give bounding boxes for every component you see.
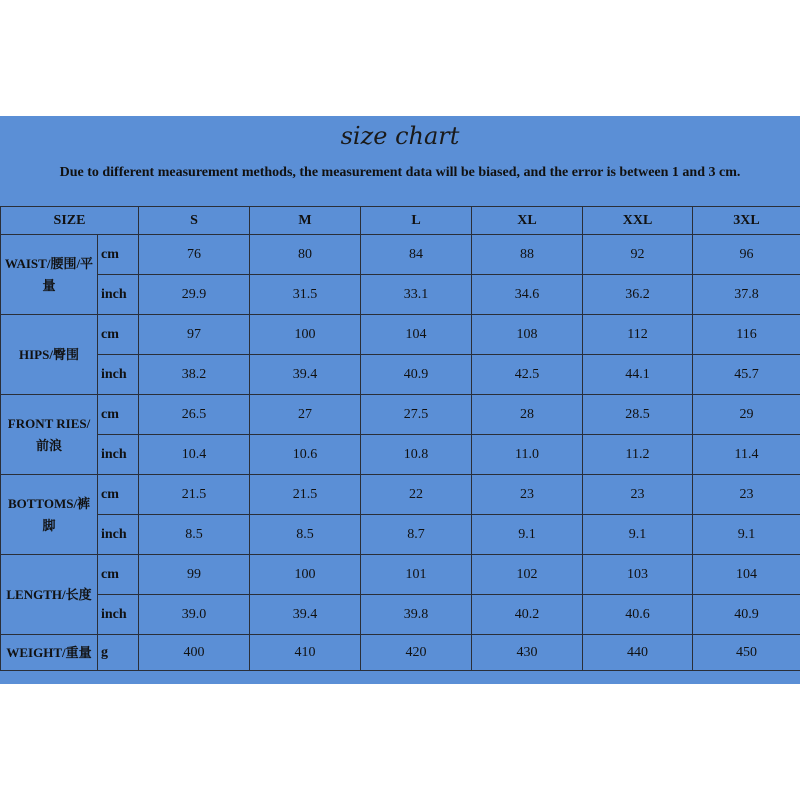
value-cell: 8.5 — [139, 515, 250, 555]
value-cell: 400 — [139, 635, 250, 671]
size-chart-panel — [0, 116, 800, 684]
measurement-name: WAIST/腰围/平量 — [1, 235, 98, 315]
unit-cell: inch — [98, 355, 139, 395]
header-row — [1, 207, 800, 235]
value-cell: 26.5 — [139, 395, 250, 435]
value-cell: 8.5 — [250, 515, 361, 555]
size-column-header: XXL — [583, 207, 693, 235]
measurement-row — [1, 475, 800, 515]
value-cell: 410 — [250, 635, 361, 671]
value-cell: 97 — [139, 315, 250, 355]
value-cell: 27 — [250, 395, 361, 435]
value-cell: 11.0 — [472, 435, 583, 475]
value-cell: 103 — [583, 555, 693, 595]
value-cell: 36.2 — [583, 275, 693, 315]
value-cell: 28.5 — [583, 395, 693, 435]
size-table — [0, 206, 800, 671]
value-cell: 88 — [472, 235, 583, 275]
value-cell: 9.1 — [693, 515, 800, 555]
measurement-row — [1, 595, 800, 635]
chart-title: size chart — [340, 122, 460, 150]
value-cell: 116 — [693, 315, 800, 355]
measurement-name: WEIGHT/重量 — [1, 635, 98, 671]
value-cell: 92 — [583, 235, 693, 275]
value-cell: 27.5 — [361, 395, 472, 435]
size-column-header: XL — [472, 207, 583, 235]
measurement-note: Due to different measurement methods, the measurement data will be biased, and the error is between 1 and 3 cm. — [59, 165, 741, 180]
value-cell: 22 — [361, 475, 472, 515]
measurement-name: HIPS/臀围 — [1, 315, 98, 395]
value-cell: 23 — [583, 475, 693, 515]
value-cell: 40.9 — [361, 355, 472, 395]
measurement-name: FRONT RIES/前浪 — [1, 395, 98, 475]
value-cell: 40.9 — [693, 595, 800, 635]
value-cell: 21.5 — [250, 475, 361, 515]
value-cell: 11.2 — [583, 435, 693, 475]
value-cell: 450 — [693, 635, 800, 671]
value-cell: 37.8 — [693, 275, 800, 315]
value-cell: 21.5 — [139, 475, 250, 515]
value-cell: 45.7 — [693, 355, 800, 395]
value-cell: 84 — [361, 235, 472, 275]
measurement-row — [1, 435, 800, 475]
measurement-name: LENGTH/长度 — [1, 555, 98, 635]
value-cell: 96 — [693, 235, 800, 275]
value-cell: 100 — [250, 555, 361, 595]
value-cell: 99 — [139, 555, 250, 595]
value-cell: 430 — [472, 635, 583, 671]
value-cell: 10.6 — [250, 435, 361, 475]
value-cell: 33.1 — [361, 275, 472, 315]
unit-cell: inch — [98, 595, 139, 635]
value-cell: 44.1 — [583, 355, 693, 395]
unit-cell: g — [98, 635, 139, 671]
unit-cell: cm — [98, 555, 139, 595]
value-cell: 102 — [472, 555, 583, 595]
value-cell: 80 — [250, 235, 361, 275]
measurement-row — [1, 515, 800, 555]
value-cell: 9.1 — [472, 515, 583, 555]
size-column-header: S — [139, 207, 250, 235]
value-cell: 76 — [139, 235, 250, 275]
measurement-row — [1, 315, 800, 355]
value-cell: 29.9 — [139, 275, 250, 315]
value-cell: 40.6 — [583, 595, 693, 635]
value-cell: 39.4 — [250, 595, 361, 635]
measurement-row — [1, 395, 800, 435]
size-header-cell: SIZE — [1, 207, 139, 235]
value-cell: 10.8 — [361, 435, 472, 475]
value-cell: 39.0 — [139, 595, 250, 635]
size-column-header: L — [361, 207, 472, 235]
value-cell: 440 — [583, 635, 693, 671]
value-cell: 104 — [361, 315, 472, 355]
value-cell: 31.5 — [250, 275, 361, 315]
size-column-header: 3XL — [693, 207, 800, 235]
value-cell: 100 — [250, 315, 361, 355]
value-cell: 112 — [583, 315, 693, 355]
measurement-row — [1, 555, 800, 595]
unit-cell: cm — [98, 235, 139, 275]
value-cell: 39.4 — [250, 355, 361, 395]
value-cell: 42.5 — [472, 355, 583, 395]
weight-row — [1, 635, 800, 671]
value-cell: 28 — [472, 395, 583, 435]
value-cell: 420 — [361, 635, 472, 671]
size-column-header: M — [250, 207, 361, 235]
unit-cell: inch — [98, 435, 139, 475]
unit-cell: cm — [98, 315, 139, 355]
value-cell: 29 — [693, 395, 800, 435]
value-cell: 104 — [693, 555, 800, 595]
value-cell: 38.2 — [139, 355, 250, 395]
value-cell: 34.6 — [472, 275, 583, 315]
unit-cell: inch — [98, 515, 139, 555]
value-cell: 8.7 — [361, 515, 472, 555]
value-cell: 10.4 — [139, 435, 250, 475]
value-cell: 40.2 — [472, 595, 583, 635]
value-cell: 23 — [472, 475, 583, 515]
measurement-name: BOTTOMS/裤脚 — [1, 475, 98, 555]
value-cell: 108 — [472, 315, 583, 355]
unit-cell: cm — [98, 395, 139, 435]
value-cell: 23 — [693, 475, 800, 515]
value-cell: 101 — [361, 555, 472, 595]
measurement-row — [1, 355, 800, 395]
measurement-row — [1, 235, 800, 275]
unit-cell: cm — [98, 475, 139, 515]
value-cell: 9.1 — [583, 515, 693, 555]
measurement-row — [1, 275, 800, 315]
value-cell: 11.4 — [693, 435, 800, 475]
value-cell: 39.8 — [361, 595, 472, 635]
unit-cell: inch — [98, 275, 139, 315]
